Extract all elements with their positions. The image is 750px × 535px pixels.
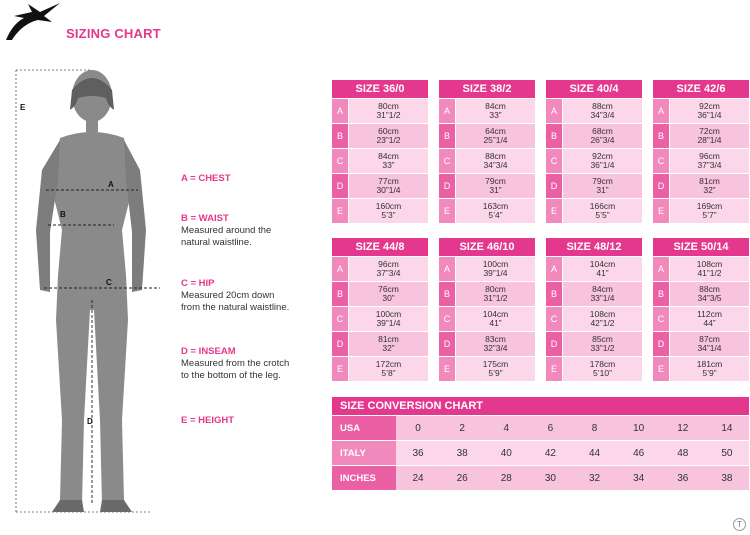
measurement-letter: E	[546, 357, 562, 381]
legend-line: Measured 20cm down	[181, 290, 275, 301]
table-row	[653, 306, 749, 331]
measurement-letter: B	[546, 282, 562, 306]
size-table-header: SIZE 48/12	[546, 238, 642, 256]
table-row	[653, 173, 749, 198]
marker-b: B	[60, 210, 66, 219]
value-cm: 175cm	[482, 359, 509, 369]
measurement-letter: D	[439, 332, 455, 356]
conversion-cell: 38	[721, 472, 733, 484]
value-inch: 30”1/4	[376, 185, 401, 195]
value-inch: 5’9”	[702, 368, 717, 378]
value-cm: 81cm	[699, 176, 720, 186]
measurement-value	[669, 174, 749, 198]
size-table	[332, 238, 428, 381]
value-inch: 5’4”	[488, 210, 503, 220]
value-inch: 33”1/2	[590, 343, 615, 353]
table-row	[546, 256, 642, 281]
measurement-value	[348, 282, 428, 306]
measurement-value	[455, 99, 535, 123]
value-cm: 108cm	[589, 309, 616, 319]
value-inch: 33”	[489, 110, 502, 120]
value-inch: 31”1/2	[483, 293, 508, 303]
measurement-letter: B	[653, 124, 669, 148]
table-row	[653, 98, 749, 123]
measurement-letter: B	[332, 124, 348, 148]
measurement-letter: A	[439, 99, 455, 123]
measurement-value	[348, 357, 428, 381]
measurement-letter: C	[653, 149, 669, 173]
value-cm: 80cm	[485, 284, 506, 294]
legend-title: C = HIP	[181, 278, 215, 289]
value-cm: 92cm	[699, 101, 720, 111]
legend-inseam	[181, 346, 311, 382]
conversion-cell: 10	[633, 422, 645, 434]
conversion-cell: 36	[412, 447, 424, 459]
measurement-value	[455, 307, 535, 331]
marker-c: C	[106, 278, 112, 287]
measurement-value	[669, 332, 749, 356]
measurement-value	[562, 357, 642, 381]
value-cm: 96cm	[699, 151, 720, 161]
measurement-letter: A	[546, 99, 562, 123]
measurement-value	[562, 174, 642, 198]
conversion-row	[332, 415, 749, 440]
body-measurement-figure	[10, 60, 170, 520]
value-inch: 5’10”	[593, 368, 612, 378]
measurement-value	[562, 332, 642, 356]
measurement-value	[455, 282, 535, 306]
value-cm: 60cm	[378, 126, 399, 136]
conversion-row	[332, 440, 749, 465]
value-cm: 64cm	[485, 126, 506, 136]
value-cm: 100cm	[375, 309, 402, 319]
measurement-value	[562, 99, 642, 123]
table-row	[653, 331, 749, 356]
measurement-letter: D	[546, 332, 562, 356]
size-table-body	[653, 98, 749, 223]
table-row	[332, 98, 428, 123]
value-cm: 112cm	[697, 309, 722, 319]
legend-hip	[181, 278, 311, 314]
measurement-value	[455, 332, 535, 356]
measurement-value	[669, 149, 749, 173]
measurement-letter: E	[439, 357, 455, 381]
value-inch: 37”3/4	[697, 160, 722, 170]
measurement-value	[348, 199, 428, 223]
value-inch: 31”	[596, 185, 609, 195]
value-inch: 34”3/4	[590, 110, 615, 120]
measurement-value	[669, 199, 749, 223]
measurement-letter: E	[332, 357, 348, 381]
value-cm: 181cm	[696, 359, 723, 369]
value-cm: 80cm	[378, 101, 399, 111]
conversion-cell: 28	[500, 472, 512, 484]
measurement-value	[348, 99, 428, 123]
conversion-cell: 32	[589, 472, 601, 484]
legend-height	[181, 415, 311, 427]
size-table	[332, 80, 428, 223]
measurement-letter: E	[439, 199, 455, 223]
size-table-header: SIZE 46/10	[439, 238, 535, 256]
value-cm: 169cm	[696, 201, 723, 211]
legend-line: Measured around the	[181, 225, 272, 236]
measurement-value	[562, 282, 642, 306]
table-row	[332, 198, 428, 223]
value-inch: 32”	[703, 185, 716, 195]
size-table-body	[653, 256, 749, 381]
value-inch: 30”	[382, 293, 395, 303]
conversion-cell: 4	[503, 422, 510, 434]
table-row	[332, 148, 428, 173]
measurement-letter: A	[653, 99, 669, 123]
conversion-cell: 30	[544, 472, 556, 484]
table-row	[546, 123, 642, 148]
measurement-value	[669, 307, 749, 331]
measurement-value	[348, 257, 428, 281]
size-table	[546, 80, 642, 223]
conversion-cells	[396, 416, 749, 440]
table-row	[439, 123, 535, 148]
size-table-header: SIZE 36/0	[332, 80, 428, 98]
legend-line: Measured from the crotch	[181, 358, 290, 369]
table-row	[653, 356, 749, 381]
page-title: SIZING CHART	[66, 26, 161, 41]
value-inch: 31”1/2	[376, 110, 401, 120]
value-inch: 31”	[489, 185, 502, 195]
measurement-letter: A	[439, 257, 455, 281]
conversion-cell: 42	[544, 447, 556, 459]
conversion-cell: 36	[677, 472, 689, 484]
value-cm: 104cm	[482, 309, 509, 319]
value-inch: 26”3/4	[590, 135, 615, 145]
size-table-body	[439, 98, 535, 223]
marker-d: D	[87, 417, 93, 426]
measurement-letter: C	[439, 149, 455, 173]
value-cm: 96cm	[378, 259, 399, 269]
conversion-cell: 40	[500, 447, 512, 459]
value-inch: 36”1/4	[590, 160, 615, 170]
measurement-value	[348, 149, 428, 173]
value-inch: 39”1/4	[376, 318, 401, 328]
size-table-header: SIZE 38/2	[439, 80, 535, 98]
size-table-body	[332, 256, 428, 381]
table-row	[439, 356, 535, 381]
value-inch: 33”	[382, 160, 395, 170]
measurement-letter: C	[546, 307, 562, 331]
conversion-cell: 26	[456, 472, 468, 484]
value-cm: 84cm	[378, 151, 399, 161]
table-row	[546, 281, 642, 306]
legend-title: E = HEIGHT	[181, 415, 235, 426]
conversion-row-label: INCHES	[332, 466, 396, 490]
value-cm: 84cm	[485, 101, 506, 111]
measurement-value	[455, 199, 535, 223]
table-row	[546, 306, 642, 331]
alpinestars-star-icon	[2, 0, 62, 42]
value-cm: 88cm	[592, 101, 613, 111]
value-cm: 104cm	[589, 259, 616, 269]
size-table-body	[546, 98, 642, 223]
size-table	[546, 238, 642, 381]
measurement-value	[669, 357, 749, 381]
measurement-letter: D	[653, 174, 669, 198]
size-table-header: SIZE 42/6	[653, 80, 749, 98]
conversion-cell: 50	[721, 447, 733, 459]
conversion-cell: 44	[589, 447, 601, 459]
legend-title: A = CHEST	[181, 173, 231, 184]
conversion-cell: 14	[721, 422, 733, 434]
measurement-letter: B	[546, 124, 562, 148]
measurement-letter: D	[653, 332, 669, 356]
conversion-cells	[396, 466, 749, 490]
table-row	[439, 198, 535, 223]
measurement-value	[348, 124, 428, 148]
conversion-cell: 12	[677, 422, 689, 434]
conversion-cell: 24	[412, 472, 424, 484]
value-inch: 34”1/4	[697, 343, 722, 353]
table-row	[332, 281, 428, 306]
table-row	[653, 123, 749, 148]
measurement-value	[455, 257, 535, 281]
size-table-header: SIZE 50/14	[653, 238, 749, 256]
conversion-cell: 38	[456, 447, 468, 459]
value-cm: 77cm	[378, 176, 399, 186]
conversion-title: SIZE CONVERSION CHART	[332, 397, 749, 415]
measurement-value	[669, 124, 749, 148]
measurement-letter: D	[332, 174, 348, 198]
table-row	[546, 173, 642, 198]
value-cm: 178cm	[589, 359, 616, 369]
value-cm: 68cm	[592, 126, 613, 136]
value-cm: 83cm	[485, 334, 506, 344]
value-inch: 25”1/4	[483, 135, 508, 145]
size-table-header: SIZE 44/8	[332, 238, 428, 256]
t-circle-icon: T	[733, 518, 746, 531]
value-cm: 72cm	[699, 126, 720, 136]
value-inch: 41”	[489, 318, 502, 328]
measurement-letter: A	[332, 99, 348, 123]
table-row	[546, 148, 642, 173]
measurement-letter: A	[653, 257, 669, 281]
size-table	[653, 238, 749, 381]
table-row	[332, 123, 428, 148]
measurement-value	[455, 124, 535, 148]
conversion-cell: 48	[677, 447, 689, 459]
value-inch: 37”3/4	[376, 268, 401, 278]
table-row	[439, 173, 535, 198]
measurement-letter: B	[439, 282, 455, 306]
measurement-letter: B	[653, 282, 669, 306]
measurement-value	[562, 257, 642, 281]
size-table-body	[546, 256, 642, 381]
table-row	[653, 148, 749, 173]
value-inch: 5’3”	[381, 210, 396, 220]
measurement-value	[348, 174, 428, 198]
value-inch: 5’9”	[488, 368, 503, 378]
conversion-row-label: ITALY	[332, 441, 396, 465]
value-cm: 163cm	[482, 201, 509, 211]
measurement-letter: A	[546, 257, 562, 281]
measurement-letter: E	[653, 199, 669, 223]
measurement-value	[348, 332, 428, 356]
measurement-letter: C	[439, 307, 455, 331]
table-row	[439, 281, 535, 306]
marker-a: A	[108, 180, 114, 189]
marker-e: E	[20, 103, 26, 112]
value-cm: 76cm	[378, 284, 399, 294]
value-cm: 88cm	[699, 284, 720, 294]
value-cm: 160cm	[375, 201, 402, 211]
measurement-letter: E	[546, 199, 562, 223]
table-row	[653, 281, 749, 306]
value-inch: 5’5”	[595, 210, 610, 220]
value-cm: 92cm	[592, 151, 613, 161]
measurement-letter: B	[439, 124, 455, 148]
table-row	[653, 198, 749, 223]
measurement-letter: D	[439, 174, 455, 198]
conversion-body	[332, 415, 749, 490]
measurement-value	[348, 307, 428, 331]
measurement-letter: B	[332, 282, 348, 306]
value-cm: 85cm	[592, 334, 613, 344]
size-table	[439, 238, 535, 381]
value-inch: 41”1/2	[697, 268, 722, 278]
table-row	[332, 331, 428, 356]
measurement-letter: E	[653, 357, 669, 381]
value-inch: 32”3/4	[483, 343, 508, 353]
table-row	[439, 148, 535, 173]
conversion-cell: 34	[633, 472, 645, 484]
table-row	[332, 356, 428, 381]
value-inch: 32”	[382, 343, 395, 353]
value-cm: 108cm	[696, 259, 723, 269]
value-inch: 23”1/2	[376, 135, 401, 145]
measurement-value	[455, 357, 535, 381]
measurement-letter: A	[332, 257, 348, 281]
value-inch: 36”1/4	[697, 110, 722, 120]
table-row	[546, 356, 642, 381]
measurement-value	[562, 149, 642, 173]
value-cm: 84cm	[592, 284, 613, 294]
value-cm: 79cm	[592, 176, 613, 186]
value-cm: 87cm	[699, 334, 720, 344]
legend-waist	[181, 213, 311, 249]
size-table-body	[332, 98, 428, 223]
size-table	[653, 80, 749, 223]
measurement-value	[562, 124, 642, 148]
conversion-cell: 6	[547, 422, 554, 434]
measurement-letter: C	[332, 307, 348, 331]
value-inch: 5’7”	[702, 210, 717, 220]
value-cm: 166cm	[589, 201, 616, 211]
measurement-value	[669, 282, 749, 306]
measurement-value	[455, 149, 535, 173]
value-inch: 39”1/4	[483, 268, 508, 278]
value-cm: 79cm	[485, 176, 506, 186]
table-row	[439, 306, 535, 331]
conversion-cell: 0	[415, 422, 421, 434]
legend-chest	[181, 173, 311, 185]
size-conversion-chart	[332, 397, 749, 490]
value-inch: 42”1/2	[590, 318, 615, 328]
measurement-value	[562, 199, 642, 223]
conversion-cell: 8	[591, 422, 598, 434]
measurement-value	[669, 99, 749, 123]
measurement-letter: C	[653, 307, 669, 331]
measurement-value	[562, 307, 642, 331]
conversion-cells	[396, 441, 749, 465]
value-inch: 28”1/4	[697, 135, 722, 145]
legend-line: from the natural waistline.	[181, 302, 290, 313]
measurement-value	[669, 257, 749, 281]
legend-title: D = INSEAM	[181, 346, 236, 357]
table-row	[546, 198, 642, 223]
size-table	[439, 80, 535, 223]
value-inch: 34”3/4	[483, 160, 508, 170]
table-row	[546, 98, 642, 123]
measurement-letter: D	[332, 332, 348, 356]
value-cm: 88cm	[485, 151, 506, 161]
conversion-cell: 46	[633, 447, 645, 459]
value-cm: 100cm	[482, 259, 509, 269]
measurement-letter: C	[332, 149, 348, 173]
table-row	[653, 256, 749, 281]
value-cm: 172cm	[375, 359, 402, 369]
table-row	[332, 173, 428, 198]
value-inch: 5’8”	[381, 368, 396, 378]
value-inch: 34”3/5	[697, 293, 722, 303]
measurement-letter: D	[546, 174, 562, 198]
legend-title: B = WAIST	[181, 213, 229, 224]
size-table-header: SIZE 40/4	[546, 80, 642, 98]
measurement-letter: E	[332, 199, 348, 223]
table-row	[332, 306, 428, 331]
table-row	[439, 98, 535, 123]
conversion-row-label: USA	[332, 416, 396, 440]
table-row	[332, 256, 428, 281]
legend-line: natural waistline.	[181, 237, 252, 248]
measurement-letter: C	[546, 149, 562, 173]
table-row	[439, 256, 535, 281]
conversion-cell: 2	[459, 422, 465, 434]
table-row	[439, 331, 535, 356]
value-cm: 81cm	[378, 334, 399, 344]
legend-line: to the bottom of the leg.	[181, 370, 281, 381]
table-row	[546, 331, 642, 356]
value-inch: 33”1/4	[590, 293, 615, 303]
value-inch: 44”	[703, 318, 716, 328]
conversion-row	[332, 465, 749, 490]
value-inch: 41”	[596, 268, 609, 278]
measurement-value	[455, 174, 535, 198]
size-table-body	[439, 256, 535, 381]
